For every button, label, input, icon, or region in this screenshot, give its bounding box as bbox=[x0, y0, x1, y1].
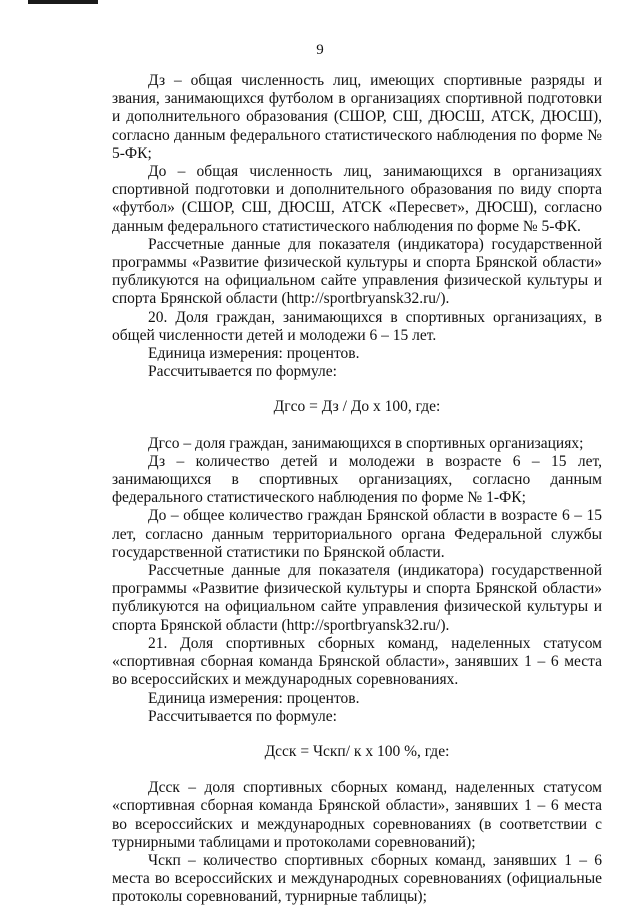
document-body bbox=[112, 72, 602, 907]
paragraph-publication-note: Рассчетные данные для показателя (индикатора) государственной программы «Развитие физической культуры и спорта Брянской области» публикуются на официальном сайте управления физической культуры и спорта Брянской области (http://sportbryansk32.ru/). bbox=[112, 235, 602, 308]
paragraph-dssk-definition: Дсск – доля спортивных сборных команд, наделенных статусом «спортивная сборная команда Брянской области», занявших 1 – 6 места во всероссийских и международных соревнованиях (в соответствии с турнирными таблицами и протоколами соревнований); bbox=[112, 779, 602, 851]
paragraph-dz-definition: Дз – общая численность лиц, имеющих спортивные разряды и звания, занимающихся футболом в организациях спортивной подготовки и дополнительного образования (СШОР, СШ, ДЮСШ, АТСК, ДЮСШ), согласно данным федерального статистического наблюдения по форме № 5-ФК; bbox=[112, 72, 602, 162]
paragraph-do-total: До – общее количество граждан Брянской области в возрасте 6 – 15 лет, согласно данным территориального органа Федеральной службы государственной статистики по Брянской области. bbox=[112, 507, 602, 561]
paragraph-unit: Единица измерения: процентов. bbox=[148, 345, 360, 363]
paragraph-indicator-20: 20. Доля граждан, занимающихся в спортивных организациях, в общей численности детей и молодежи 6 – 15 лет. bbox=[112, 308, 602, 344]
paragraph-dgso-definition: Дгсо – доля граждан, занимающихся в спортивных организациях; bbox=[148, 434, 584, 452]
paragraph-dz-count: Дз – количество детей и молодежи в возрасте 6 – 15 лет, занимающихся в спортивных организациях, согласно данным федерального статистического наблюдения по форме № 1-ФК; bbox=[112, 452, 602, 507]
paragraph-indicator-21: 21. Доля спортивных сборных команд, наделенных статусом «спортивная сборная команда Брянской области», занявших 1 – 6 места во всероссийских и международных соревнованиях. bbox=[112, 634, 602, 689]
paragraph-chskp-definition: Чскп – количество спортивных сборных команд, занявших 1 – 6 места во всероссийских и международных соревнованиях (официальные протоколы соревнований, турнирные таблицы); bbox=[112, 851, 602, 906]
paragraph-formula-intro: Рассчитывается по формуле: bbox=[148, 363, 337, 381]
paragraph-unit-2: Единица измерения: процентов. bbox=[148, 689, 360, 707]
formula-dssk: Дсск = Чскп/ к x 100 %, где: bbox=[264, 742, 450, 760]
paragraph-publication-note-2: Рассчетные данные для показателя (индикатора) государственной программы «Развитие физической культуры и спорта Брянской области» публикуются на официальном сайте управления физической культуры и спорта Брянской области (http://sportbryansk32.ru/). bbox=[112, 562, 602, 634]
paragraph-do-definition: До – общая численность лиц, занимающихся в организациях спортивной подготовки и дополнительного образования по виду спорта «футбол» (СШОР, СШ, ДЮСШ, АТСК «Пересвет», ДЮСШ), согласно данным федерального статистического наблюдения по форме № 5-ФК. bbox=[112, 163, 602, 235]
scan-edge-mark bbox=[28, 0, 98, 4]
formula-dgso: Дгсо = Дз / До x 100, где: bbox=[273, 398, 441, 416]
paragraph-formula-intro-2: Рассчитывается по формуле: bbox=[148, 707, 337, 725]
page-number: 9 bbox=[316, 42, 324, 58]
